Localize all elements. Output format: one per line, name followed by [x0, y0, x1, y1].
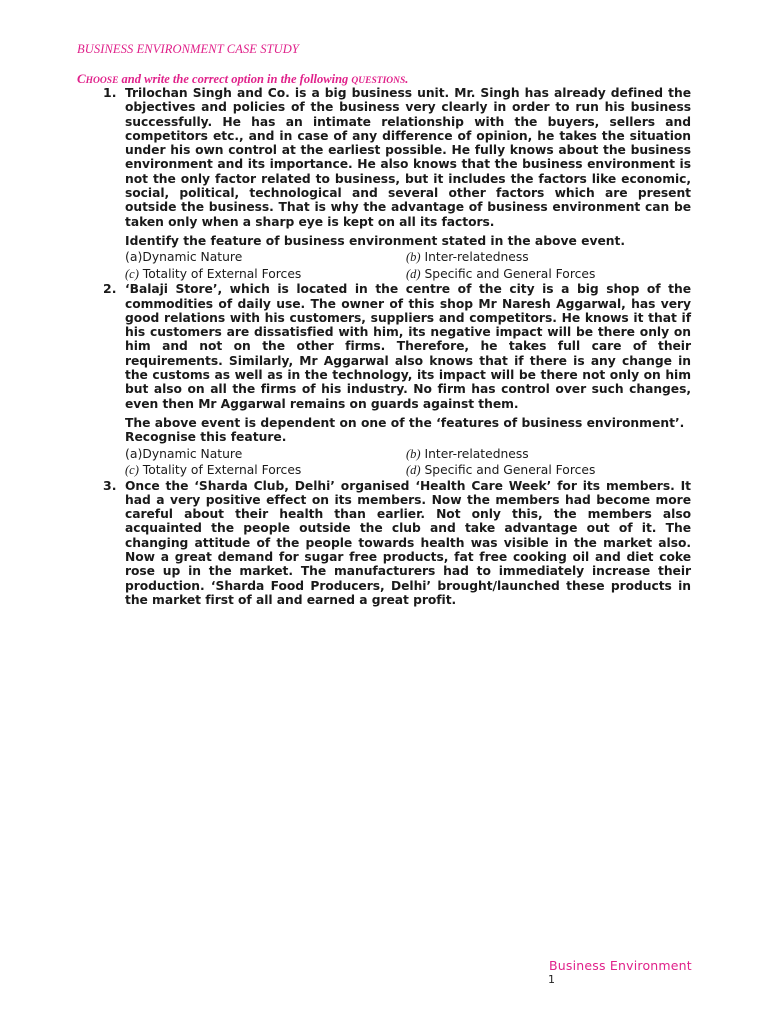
option-letter: (b) [406, 446, 421, 461]
question-number: 3. [103, 477, 117, 493]
option-c [125, 266, 406, 283]
option-letter: (c) [125, 266, 139, 281]
option-text: Totality of External Forces [138, 266, 302, 281]
page-number: 1 [548, 973, 555, 983]
instruction-body: and write the correct option in the following [118, 72, 352, 86]
option-text: Inter-relatedness [420, 446, 529, 461]
footer-label: Business Environment [549, 958, 692, 973]
option-b [406, 446, 691, 463]
option-text: Dynamic Nature [142, 250, 243, 265]
question-2 [103, 281, 691, 478]
option-d [406, 462, 691, 479]
option-letter: (d) [406, 463, 421, 478]
question-number: 1. [103, 85, 117, 100]
question-prompt: The above event is dependent on one of the ‘features of business environment’. Recognise this feature. [125, 415, 685, 445]
option-letter: (a) [125, 445, 143, 461]
instruction-initial: C [77, 71, 86, 86]
option-grid [125, 446, 691, 479]
question-1 [103, 85, 691, 282]
option-a [125, 446, 406, 463]
question-text: Once the ‘Sharda Club, Delhi’ organised ‘Health Care Week’ for its members. It had a very positive effect on its members. Now the members had become more careful about their health than earlier. Not only this, the members also acquainted the people outside the club and take advantage out of it. The changing attitude of the people towards health was visible in the market also. Now a great demand for sugar free products, fat free cooking oil and diet coke rose up in the market. The manufacturers had to immediately increase their production. ‘Sharda Food Producers, Delhi’ brought/launched these products in the market first of all and earned a great profit. [125, 478, 691, 607]
question-text: Trilochan Singh and Co. is a big business unit. Mr. Singh has already defined the objectives and policies of the business very clearly in order to run his business successfully. He has an intimate relationship with the buyers, sellers and competitors etc., and in case of any difference of opinion, he takes the situation under his own control at the earliest possible. He fully knows about the business environment and its importance. He also knows that the business environment is not the only factor related to business, but it includes the factors like economic, social, political, technological and several other factors which are present outside the business. That is why the advantage of business environment can be taken only when a sharp eye is kept on all its factors. [125, 86, 691, 229]
question-number: 2. [103, 281, 117, 297]
option-grid [125, 249, 691, 282]
question-text: ‘Balaji Store’, which is located in the centre of the city is a big shop of the commodities of daily use. The owner of this shop Mr Naresh Aggarwal, has very good relations with his customers, suppliers and competitors. He knows it that if his customers are dissatisfied with him, its negative impact will be there only on him and not on the other firms. Therefore, he takes full care of their requirements. Similarly, Mr Aggarwal also knows that if there is any change in the customs as well as in the technology, its impact will be there not only on him but also on all the firms of his industry. No firm has control over such changes, even then Mr Aggarwal remains on guards against them. [125, 282, 691, 411]
option-text: Specific and General Forces [420, 463, 596, 478]
option-text: Totality of External Forces [138, 463, 302, 478]
option-d [406, 266, 691, 283]
option-b [406, 249, 691, 266]
question-list [103, 85, 691, 607]
instruction-end: QUESTIONS [351, 76, 406, 86]
question-prompt: Identify the feature of business environment stated in the above event. [125, 233, 626, 248]
instruction-line [77, 71, 408, 87]
option-letter: (d) [406, 266, 421, 281]
instruction-period: . [405, 72, 409, 86]
instruction-initial-rest: HOOSE [85, 76, 119, 86]
option-text: Dynamic Nature [142, 446, 243, 461]
option-letter: (a) [125, 249, 143, 265]
option-text: Specific and General Forces [420, 266, 596, 281]
option-letter: (b) [406, 250, 421, 265]
option-text: Inter-relatedness [420, 250, 529, 265]
document-title: BUSINESS ENVIRONMENT CASE STUDY [77, 42, 299, 56]
option-c [125, 462, 406, 479]
option-letter: (c) [125, 463, 139, 478]
option-a [125, 249, 406, 266]
question-3 [103, 477, 691, 608]
